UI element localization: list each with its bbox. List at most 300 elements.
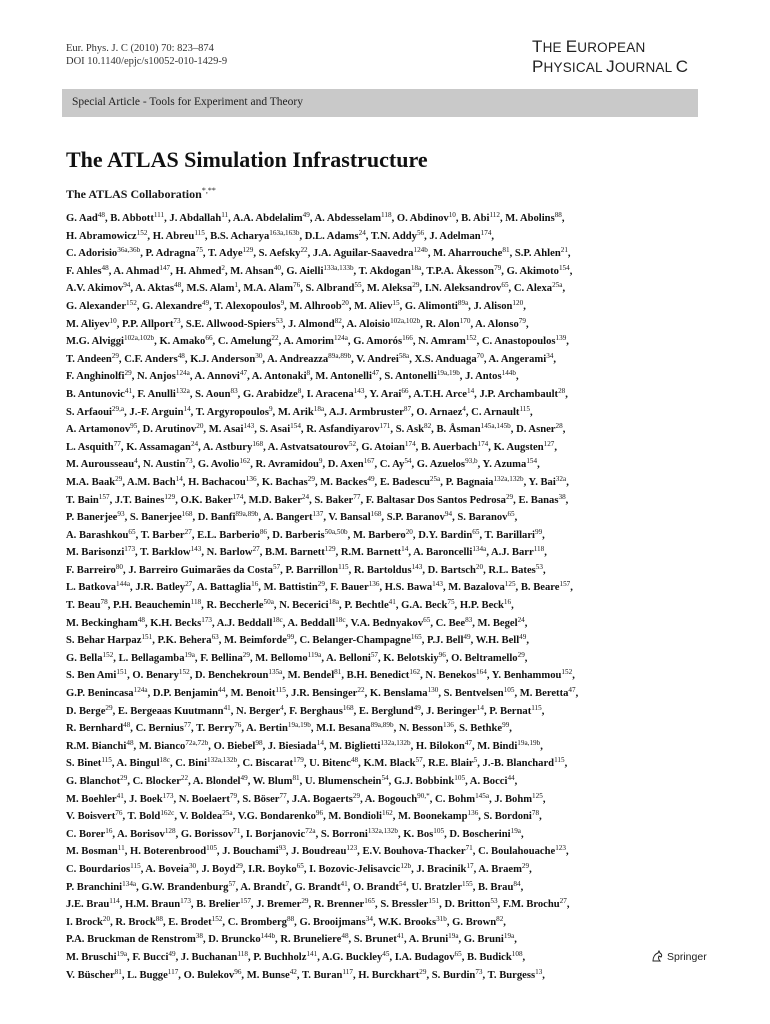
author-name: , xyxy=(525,318,529,330)
affiliation-ref: 162 xyxy=(409,668,421,677)
author-line xyxy=(66,509,702,527)
author-name: , K.J. Anderson xyxy=(184,353,256,365)
publisher-name: Springer xyxy=(667,950,707,963)
author-name: , K. Augsten xyxy=(488,441,544,453)
affiliation-ref: 86 xyxy=(259,527,267,536)
author-name: , V.A. Bednyakov xyxy=(345,617,424,629)
affiliation-ref: 141 xyxy=(306,949,318,958)
author-name: , xyxy=(522,951,526,963)
author-name: , C. Amelung xyxy=(212,336,272,348)
affiliation-ref: 48 xyxy=(137,615,145,624)
affiliation-ref: 20 xyxy=(405,527,413,536)
author-name: , xyxy=(537,459,540,471)
journal-name: THE EUROPEAN PHYSICAL JOURNAL C xyxy=(532,37,689,76)
author-name: L. Asquith xyxy=(66,441,114,453)
author-name: , T. Adye xyxy=(202,248,243,260)
author-name: , R. Alon xyxy=(420,318,460,330)
author-name: , xyxy=(567,248,571,260)
author-name: , J. Adelman xyxy=(424,230,481,242)
author-name: A. Barashkou xyxy=(66,529,129,541)
affiliation-ref: 65 xyxy=(454,949,462,958)
affiliation-ref: 65 xyxy=(128,527,136,536)
affiliation-ref: 38 xyxy=(558,492,566,501)
author-name: , N. Anjos xyxy=(131,371,176,383)
author-name: , S. Burdin xyxy=(426,969,476,981)
author-line xyxy=(66,879,702,897)
affiliation-ref: 143 xyxy=(411,562,423,571)
author-name: , D. Bartsch xyxy=(422,564,476,576)
affiliation-ref: 96 xyxy=(438,650,446,659)
affiliation-ref: 29 xyxy=(111,351,119,360)
author-name: , J.P. Archambault xyxy=(474,388,559,400)
author-name: , B.H. Benedict xyxy=(341,670,410,682)
author-name: , I.N. Aleksandrov xyxy=(419,283,502,295)
affiliation-ref: 48 xyxy=(101,263,109,272)
affiliation-ref: 16 xyxy=(105,826,113,835)
author-name: , A. Boveia xyxy=(140,863,189,875)
affiliation-ref: 76 xyxy=(293,281,301,290)
author-name: H. Abramowicz xyxy=(66,230,137,242)
affiliation-ref: 115 xyxy=(130,861,141,870)
author-name: , M. Aharrouche xyxy=(427,248,503,260)
author-name: , M. Arik xyxy=(272,406,314,418)
affiliation-ref: 48 xyxy=(341,932,349,941)
author-name: , A. Bangert xyxy=(258,512,313,524)
affiliation-ref: 20 xyxy=(102,914,111,923)
affiliation-ref: 143 xyxy=(353,386,365,395)
author-name: , xyxy=(509,723,512,735)
affiliation-ref: 132a,132b xyxy=(493,474,524,483)
article-category-banner xyxy=(62,89,698,117)
affiliation-ref: 47 xyxy=(568,686,576,695)
author-name: , xyxy=(565,846,569,858)
author-name: , xyxy=(542,564,546,576)
affiliation-ref: 11 xyxy=(221,211,229,219)
citation-line: Eur. Phys. J. C (2010) 70: 823–874 xyxy=(66,43,214,54)
author-name: , S. Aefsky xyxy=(253,248,301,260)
affiliation-ref: 7 xyxy=(285,879,290,888)
author-name: , F. Baltasar Dos Santos Pedrosa xyxy=(360,494,506,506)
author-name: , S.E. Allwood-Spiers xyxy=(180,318,276,330)
author-name: , C. Bohm xyxy=(429,793,476,805)
affiliation-ref: 16 xyxy=(503,598,512,607)
author-name: , R.M. Barnett xyxy=(335,547,402,559)
affiliation-ref: 30 xyxy=(255,351,263,360)
author-name: , G.J. Bobbink xyxy=(388,776,455,787)
author-name: , A. Blondel xyxy=(188,776,241,787)
author-name: , C.F. Anders xyxy=(118,353,178,365)
author-name: , M. Alhroob xyxy=(284,300,342,312)
affiliation-ref: 19a,19b xyxy=(436,369,460,378)
affiliation-ref: 49 xyxy=(463,633,471,642)
affiliation-ref: 152 xyxy=(465,334,477,343)
affiliation-ref: 49 xyxy=(367,474,375,483)
author-name: , X.S. Anduaga xyxy=(409,353,477,365)
author-name: , K. Bos xyxy=(397,828,434,840)
affiliation-ref: 144b xyxy=(260,932,276,941)
author-name: C. Borer xyxy=(66,828,106,840)
author-name: , T. Burgess xyxy=(482,969,536,981)
affiliation-ref: 99 xyxy=(287,633,295,642)
author-name: , I.R. Boyko xyxy=(242,863,297,875)
author-line xyxy=(66,931,702,949)
author-name: , P.P. Allport xyxy=(116,318,174,330)
affiliation-ref: 134a xyxy=(472,545,487,554)
author-name: , M. Bellomo xyxy=(249,652,308,664)
author-name: , K. Belotskiy xyxy=(378,652,439,664)
author-name: , M. Bunse xyxy=(241,969,290,981)
affiliation-ref: 77 xyxy=(353,492,361,501)
affiliation-ref: 129 xyxy=(324,545,336,554)
author-line xyxy=(66,316,702,334)
author-name: , D.P. Benjamin xyxy=(147,688,219,700)
author-name: , K. Bachas xyxy=(256,476,308,488)
affiliation-ref: 48 xyxy=(123,721,131,730)
author-name: , J.-F. Arguin xyxy=(124,406,184,418)
author-name: , G. Arabidze xyxy=(237,388,298,400)
author-name: , S. Böser xyxy=(237,793,280,805)
affiliation-ref: 22 xyxy=(180,774,189,782)
author-name: , A.M. Bach xyxy=(122,476,176,488)
affiliation-ref: 27 xyxy=(184,527,192,536)
author-name: , G.A. Beck xyxy=(395,600,448,612)
affiliation-ref: 118 xyxy=(190,598,202,607)
article-category-label: Special Article - Tools for Experiment and Theory xyxy=(72,96,303,108)
author-name: , A.J. Barr xyxy=(486,547,534,559)
collaboration-name: The ATLAS Collaboration*,** xyxy=(66,186,216,201)
author-line xyxy=(66,404,702,422)
author-name: , M. Asai xyxy=(203,424,244,436)
affiliation-ref: 102a,102b xyxy=(390,316,421,325)
affiliation-ref: 25a xyxy=(552,281,563,290)
author-name: , P.J. Bell xyxy=(421,635,464,647)
author-name: , J.R. Bensinger xyxy=(285,688,358,700)
author-name: , xyxy=(515,371,519,383)
affiliation-ref: 14 xyxy=(175,474,183,483)
author-name: , I. Borjanovic xyxy=(240,828,306,840)
author-name: , D. Bruncko xyxy=(202,934,261,946)
affiliation-ref: 29 xyxy=(352,791,361,800)
affiliation-ref: 41 xyxy=(124,386,133,395)
author-name: , M. Benoit xyxy=(225,688,276,700)
affiliation-ref: 173 xyxy=(124,545,136,554)
author-name: , M.S. Alam xyxy=(181,283,235,295)
affiliation-ref: 129 xyxy=(164,492,176,501)
author-name: , T. Barillari xyxy=(479,529,535,541)
affiliation-ref: 77 xyxy=(113,439,121,448)
affiliation-ref: 49 xyxy=(302,211,310,219)
author-name: , L. Bellagamba xyxy=(113,652,185,664)
author-name: , A. Andreazza xyxy=(262,353,329,365)
author-name: M.A. Baak xyxy=(66,476,116,488)
affiliation-ref: 170 xyxy=(459,316,471,325)
author-name: , G. Alexandre xyxy=(136,300,202,312)
author-name: , B. Auerbach xyxy=(415,441,478,453)
author-name: , C. Biscarat xyxy=(237,758,294,770)
author-name: , J. Boyd xyxy=(196,863,236,875)
author-name: , xyxy=(564,758,568,770)
affiliation-ref: 132a,132b xyxy=(380,738,411,747)
author-line xyxy=(66,280,702,298)
affiliation-ref: 147 xyxy=(159,263,171,272)
collaboration-footnote-marks: *,** xyxy=(201,186,216,195)
author-name: , D. Asner xyxy=(510,424,556,436)
affiliation-ref: 152 xyxy=(178,668,190,677)
author-line xyxy=(66,210,702,228)
affiliation-ref: 32a xyxy=(555,474,567,483)
affiliation-ref: 9 xyxy=(318,457,323,466)
affiliation-ref: 41 xyxy=(340,879,348,888)
author-name: , K. Assamagan xyxy=(120,441,191,453)
affiliation-ref: 14 xyxy=(466,386,475,395)
affiliation-ref: 114 xyxy=(109,897,120,906)
author-name: , F. Bucci xyxy=(127,951,169,963)
author-name: , S. Banerjee xyxy=(124,512,182,524)
author-name: , S. Aoun xyxy=(189,388,231,400)
affiliation-ref: 76 xyxy=(115,809,123,818)
author-name: , J.R. Batley xyxy=(130,582,186,594)
author-name: , O. Brandt xyxy=(347,881,399,893)
author-name: , C. Blocker xyxy=(127,776,181,787)
author-name: , T. Alexopoulos xyxy=(209,300,281,312)
author-name: , N. Boelaert xyxy=(173,793,230,805)
author-name: , G. Amorós xyxy=(347,336,403,348)
author-name: , J. Bohm xyxy=(489,793,533,805)
affiliation-ref: 96 xyxy=(234,967,242,976)
affiliation-ref: 50a,50b xyxy=(324,527,348,536)
author-name: , S. Antonelli xyxy=(379,371,437,383)
affiliation-ref: 168 xyxy=(252,439,264,448)
author-name: , xyxy=(511,600,514,612)
affiliation-ref: 87 xyxy=(403,404,412,413)
author-name: , A. Aloisio xyxy=(341,318,391,330)
author-name: , T. Bold xyxy=(122,811,161,823)
affiliation-ref: 123 xyxy=(555,844,566,853)
affiliation-ref: 66 xyxy=(205,334,213,343)
author-name: , C. Alexa xyxy=(508,283,553,295)
author-name: , A.A. Abdelalim xyxy=(228,213,303,224)
affiliation-ref: 168 xyxy=(181,510,193,519)
affiliation-ref: 117 xyxy=(167,967,179,976)
author-name: , M. Boonekamp xyxy=(392,811,468,823)
affiliation-ref: 168 xyxy=(342,703,354,712)
affiliation-ref: 18a xyxy=(328,598,340,607)
affiliation-ref: 22 xyxy=(300,246,308,255)
author-line xyxy=(66,456,702,474)
author-name: , C. Anastopoulos xyxy=(476,336,556,348)
affiliation-ref: 78 xyxy=(531,809,540,818)
affiliation-ref: 82 xyxy=(496,914,504,923)
author-name: F. Ahles xyxy=(66,265,102,277)
author-name: , B. Brelier xyxy=(190,899,241,911)
author-name: M.G. Alviggi xyxy=(66,336,124,348)
affiliation-ref: 88 xyxy=(554,211,562,219)
author-name: , S. Brunet xyxy=(348,934,397,946)
affiliation-ref: 65 xyxy=(501,281,509,290)
affiliation-ref: 29 xyxy=(105,703,113,712)
author-name: , xyxy=(554,441,558,453)
author-name: , M. Aleksa xyxy=(361,283,413,295)
author-name: , xyxy=(565,388,568,400)
affiliation-ref: 20 xyxy=(475,562,484,571)
author-name: , N. Besson xyxy=(393,723,444,735)
author-name: , W.H. Bell xyxy=(470,635,520,647)
author-line xyxy=(66,808,702,826)
author-line xyxy=(66,228,702,246)
affiliation-ref: 118 xyxy=(381,211,392,219)
author-name: , xyxy=(566,899,570,911)
affiliation-ref: 56 xyxy=(416,228,425,237)
affiliation-ref: 174 xyxy=(404,439,416,448)
author-name: , xyxy=(562,283,566,295)
affiliation-ref: 10 xyxy=(448,211,456,219)
author-name: , F. Anulli xyxy=(132,388,176,400)
author-line xyxy=(66,738,702,756)
author-name: , G. Atoian xyxy=(356,441,405,453)
author-name: , G. Brandt xyxy=(289,881,341,893)
author-name: , B. Brau xyxy=(472,881,514,893)
author-name: G.P. Benincasa xyxy=(66,688,134,700)
author-line xyxy=(66,667,702,685)
affiliation-ref: 25a xyxy=(222,809,233,818)
affiliation-ref: 143 xyxy=(243,422,255,431)
author-name: , M.A. Alam xyxy=(238,283,294,295)
author-line xyxy=(66,298,702,316)
author-name: , D. Barberis xyxy=(267,529,325,541)
affiliation-ref: 19a xyxy=(510,826,521,835)
affiliation-ref: 24 xyxy=(358,228,366,237)
author-name: , D. Arutinov xyxy=(137,424,197,436)
author-name: , R. Brenner xyxy=(308,899,365,911)
author-name: , A. Beddall xyxy=(282,617,336,629)
affiliation-ref: 124a xyxy=(333,334,348,343)
author-name: , M. Antonelli xyxy=(310,371,372,383)
author-name: , R. Beccherle xyxy=(201,600,264,612)
affiliation-ref: 165 xyxy=(364,897,376,906)
author-name: , G. Avolio xyxy=(192,459,240,471)
affiliation-ref: 72a,72b xyxy=(185,738,209,747)
affiliation-ref: 48 xyxy=(126,738,134,747)
affiliation-ref: 29 xyxy=(242,650,250,659)
affiliation-ref: 163a,163b xyxy=(269,228,300,237)
affiliation-ref: 125 xyxy=(504,580,516,589)
affiliation-ref: 15 xyxy=(392,298,400,307)
affiliation-ref: 94 xyxy=(444,510,453,519)
author-name: , C. Bromberg xyxy=(222,916,287,928)
affiliation-ref: 124a xyxy=(133,686,148,695)
affiliation-ref: 48 xyxy=(350,756,359,765)
affiliation-ref: 29 xyxy=(505,492,514,501)
author-name: , M. Battistin xyxy=(258,582,318,594)
affiliation-ref: 105 xyxy=(503,686,515,695)
affiliation-ref: 174 xyxy=(480,228,492,237)
affiliation-ref: 136 xyxy=(368,580,380,589)
affiliation-ref: 173 xyxy=(201,615,212,624)
author-name: , A. Brandt xyxy=(235,881,286,893)
affiliation-ref: 171 xyxy=(379,422,391,431)
author-name: , D. Britton xyxy=(439,899,491,911)
affiliation-ref: 47 xyxy=(464,738,472,747)
affiliation-ref: 115 xyxy=(519,404,530,413)
author-name: , J. Bouchami xyxy=(216,846,279,858)
affiliation-ref: 115 xyxy=(554,756,565,765)
affiliation-ref: 29 xyxy=(301,897,309,906)
author-name: , H.S. Bawa xyxy=(379,582,433,594)
affiliation-ref: 65 xyxy=(507,510,515,519)
affiliation-ref: 174 xyxy=(477,439,489,448)
author-line xyxy=(66,439,702,457)
author-name: , P. Bechtle xyxy=(339,600,389,612)
affiliation-ref: 145a xyxy=(475,791,490,800)
author-name: , M. Bendel xyxy=(282,670,335,682)
author-name: , xyxy=(514,776,518,787)
author-line xyxy=(66,562,702,580)
affiliation-ref: 20 xyxy=(341,298,349,307)
affiliation-ref: 152 xyxy=(102,650,114,659)
author-name: S. Binet xyxy=(66,758,102,770)
affiliation-ref: 49 xyxy=(240,774,248,782)
author-name: , J. Biesiada xyxy=(262,740,317,752)
author-name: , Y. Arai xyxy=(364,388,402,400)
affiliation-ref: 82 xyxy=(423,422,432,431)
author-name: , E. Banas xyxy=(513,494,559,506)
author-name: , O. Biebel xyxy=(208,740,256,752)
author-name: , J. Antos xyxy=(459,371,502,383)
affiliation-ref: 143 xyxy=(190,545,202,554)
affiliation-ref: 41 xyxy=(116,791,124,800)
author-name: , xyxy=(553,353,557,365)
affiliation-ref: 47 xyxy=(239,369,248,378)
affiliation-ref: 99 xyxy=(502,721,510,730)
affiliation-ref: 75 xyxy=(195,246,203,255)
affiliation-ref: 128 xyxy=(164,826,176,835)
affiliation-ref: 14 xyxy=(316,738,324,747)
affiliation-ref: 1 xyxy=(234,281,239,290)
author-name: , O. Arnaez xyxy=(411,406,463,418)
affiliation-ref: 77 xyxy=(279,791,287,800)
author-name: A.V. Akimov xyxy=(66,283,124,295)
affiliation-ref: 47 xyxy=(371,369,380,378)
author-name: , xyxy=(491,230,495,242)
author-line xyxy=(66,791,702,809)
affiliation-ref: 49 xyxy=(168,949,176,958)
affiliation-ref: 40 xyxy=(273,263,282,272)
author-name: , V. Bansal xyxy=(323,512,371,524)
affiliation-ref: 29 xyxy=(317,580,325,589)
author-name: , V.G. Bondarenko xyxy=(232,811,316,823)
affiliation-ref: 65 xyxy=(472,527,480,536)
affiliation-ref: 44 xyxy=(218,686,226,695)
author-name: , M. Barbero xyxy=(347,529,406,541)
affiliation-ref: 166 xyxy=(402,334,413,343)
author-name: P.A. Bruckman de Renstrom xyxy=(66,934,196,946)
author-name: , xyxy=(544,547,547,559)
author-name: M. Barisonzi xyxy=(66,547,125,559)
author-line xyxy=(66,351,702,369)
author-name: , U. Blumenschein xyxy=(299,776,382,787)
author-name: , D.Y. Bardin xyxy=(412,529,473,541)
affiliation-ref: 136 xyxy=(443,721,454,730)
affiliation-ref: 29 xyxy=(307,474,315,483)
author-name: , I. Bozovic-Jelisavcic xyxy=(303,863,401,875)
author-name: , W.K. Brooks xyxy=(372,916,437,928)
author-name: , M. Ahsan xyxy=(224,265,274,277)
affiliation-ref: 83 xyxy=(230,386,238,395)
affiliation-ref: 34 xyxy=(365,914,373,923)
author-name: , xyxy=(524,617,528,629)
affiliation-ref: 151 xyxy=(116,668,128,677)
author-name: J.E. Brau xyxy=(66,899,110,911)
